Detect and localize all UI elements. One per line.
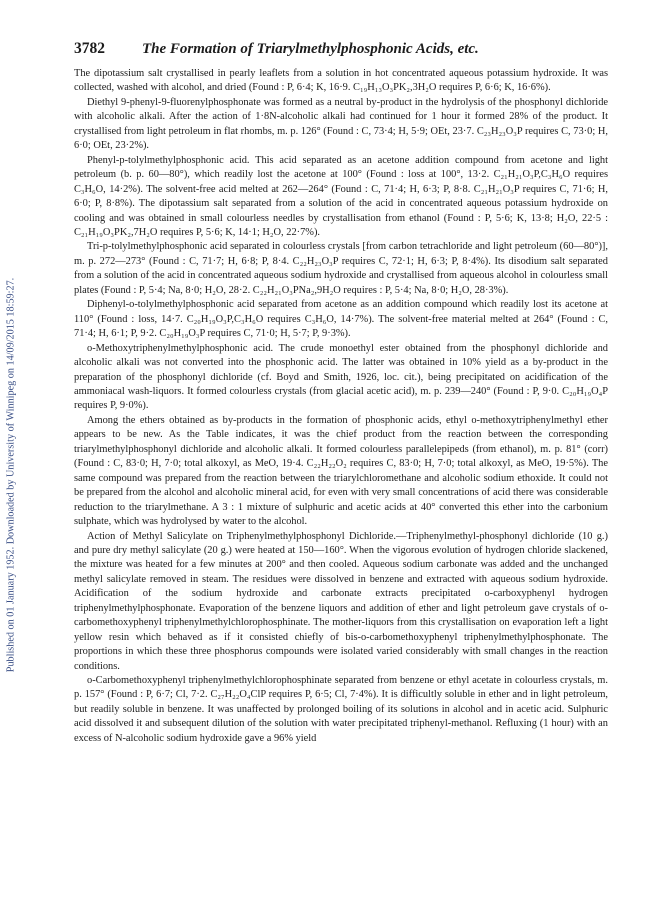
page-header	[74, 40, 604, 58]
paragraph-methoxytriphenyl-acid: o-Methoxytriphenylmethylphosphonic acid. The crude monoethyl ester obtained from the phosphonyl dichloride and alcoholic alkali was not converted into the phosphonic acid. The latter was obtained in 10% yield as a by-product in the preparation of the phosphonyl dichloride (cf. Boyd and Smith, 1926, loc. cit.), being precipitated on acidification of the ammoniacal wash-liquors. It formed colourless crystals (from glacial acetic acid), m. p. 239—240° (Found : P, 9·0. C₂₀H₁₉O₄P requires P, 9·0%).	[74, 342, 608, 412]
page-number: 3782	[74, 40, 105, 57]
paragraph-methyl-salicylate: Action of Methyl Salicylate on Triphenylmethylphosphonyl Dichloride.—Triphenylmethyl-phosphonyl dichloride (10 g.) and pure dry methyl salicylate (20 g.) were heated at 150—160°. When the vigorous evolution of hydrogen chloride slackened, the mixture was heated for a few minutes at 200° and then cooled. Aqueous sodium carbonate was added and the unchanged methyl salicylate removed in steam. The residues were dissolved in benzene and extracted with aqueous sodium hydroxide. Acidification of the sodium hydroxide and carbonate extracts precipitated o-carboxyphenyl hydrogen triphenylmethylphosphonate. Evaporation of the benzene liquors and addition of ether and light petroleum gave crystals of o-carbomethoxyphenyl triphenylmethylchlorophosphinate. The mother-liquors from this crystallisation on evaporation left a light yellow resin which behaved as if it consisted chiefly of bis-o-carbomethoxyphenyl triphenylmethylphosphonate. The proportions in which these three phosphorus compounds were isolated varied considerably with small changes in the reaction conditions.	[74, 530, 608, 672]
download-notice-text: Published on 01 January 1952. Downloaded by University of Winnipeg on 14/09/2015 18:59:27.	[5, 277, 17, 673]
paragraph-diethyl-fluorenylphosphonate: Diethyl 9-phenyl-9-fluorenylphosphonate was formed as a neutral by-product in the hydrolysis of the phosphonyl dichloride with alcoholic alkali. After the action of 1·8N-alcoholic alkali had continued for 1 hour it formed 28% of the product. It crystallised from light petroleum in flat rhombs, m. p. 126° (Found : C, 73·4; H, 5·9; OEt, 23·7. C₂₃H₂₃O₃P requires C, 73·0; H, 6·0; OEt, 23·2%).	[74, 96, 608, 152]
article-body	[74, 67, 608, 746]
paragraph-tri-tolyl-acid: Tri-p-tolylmethylphosphonic acid separated in colourless crystals [from carbon tetrachloride and light petroleum (60—80°)], m. p. 272—273° (Found : C, 71·7; H, 6·8; P, 8·4. C₂₂H₂₃O₃P requires C, 72·1; H, 6·3; P, 8·4%). Its disodium salt separated from a solution of the acid in concentrated aqueous sodium hydroxide and crystallised from aqueous alcohol in colourless small plates (Found : P, 5·4; Na, 8·0; H₂O, 28·2. C₂₂H₂₁O₃PNa₂,9H₂O requires : P, 5·4; Na, 8·0; H₂O, 28·3%).	[74, 241, 608, 296]
running-title: The Formation of Triarylmethylphosphonic Acids, etc.	[142, 41, 479, 57]
paragraph-diphenyl-tolyl-acid: Diphenyl-o-tolylmethylphosphonic acid separated from acetone as an addition compound which readily lost its acetone at 110° (Found : loss, 14·7. C₂₀H₁₉O₃P,C₃H₆O requires C₃H₆O, 14·7%). The solvent-free material melted at 264° (Found : C, 71·4; H, 6·1; P, 9·2. C₂₀H₁₉O₃P requires C, 71·0; H, 5·7; P, 9·3%).	[74, 299, 608, 340]
paragraph-ethers: Among the ethers obtained as by-products in the formation of phosphonic acids, ethyl o-methoxytriphenylmethyl ether appears to be new. As the Table indicates, it was the chief product from the reaction between the corresponding triarylmethylphosphonyl dichloride and alcoholic alkali. It formed colourless parallelepipeds (from ethanol), m. p. 81° (corr) (Found : C, 83·0; H, 7·0; total alkoxyl, as MeO, 19·4. C₂₂H₂₂O₂ requires C, 83·0; H, 7·0; total alkoxyl, as MeO, 19·5%). The same compound was prepared from the reaction between the triarylchloromethane and alcoholic sodium ethoxide. It could not be prepared from the alcohol and alcoholic mineral acid, for even with very small concentrations of acid there was considerable reduction to the triarylmethane. A 3 : 1 mixture of sulphuric and acetic acids at 40° converted this ether into the carbonium sulphate, which was hydrolysed by water to the alcohol.	[74, 414, 608, 528]
paragraph-carbomethoxyphenyl: o-Carbomethoxyphenyl triphenylmethylchlorophosphinate separated from benzene or ethyl acetate in colourless crystals, m. p. 157° (Found : P, 6·7; Cl, 7·2. C₂₇H₂₂O₄ClP requires P, 6·5; Cl, 7·4%). It is difficultly soluble in ether and in light petroleum, but readily soluble in benzene. It was unaffected by prolonged boiling of its solutions in alcohol and in acetic acid. Sulphuric acid dissolved it and subsequent dilution of the solution with water precipitated triphenyl-methanol. Refluxing (1 hour) with an excess of N-alcoholic sodium hydroxide gave a 96% yield	[74, 675, 608, 744]
download-notice	[3, 110, 19, 840]
paragraph-dipotassium-salt: The dipotassium salt crystallised in pearly leaflets from a solution in hot concentrated aqueous potassium hydroxide. It was collected, washed with alcohol, and dried (Found : P, 6·4; K, 16·9. C₁₉H₁₃O₃PK₂,3H₂O requires P, 6·6; K, 16·6%).	[74, 68, 608, 94]
paragraph-phenyl-tolyl-acid: Phenyl-p-tolylmethylphosphonic acid. This acid separated as an acetone addition compound from acetone and light petroleum (b. p. 60—80°), which readily lost the acetone at 100° (Found : loss at 100°, 13·2. C₂₁H₂₁O₃P,C₃H₆O requires C₃H₆O, 14·2%). The solvent-free acid melted at 262—264° (Found : C, 71·4; H, 6·3; P, 8·8. C₂₁H₂₁O₃P requires C, 71·6; H, 6·0; P, 8·8%). The dipotassium salt separated from a solution of the acid in concentrated aqueous potassium hydroxide on cooling and was obtained in small colourless needles by crystallisation from ethanol (Found : P, 5·6; K, 13·8; H₂O, 22·5 : C₂₁H₁₉O₃PK₂,7H₂O requires P, 5·6; K, 14·1; H₂O, 22·7%).	[74, 154, 608, 238]
